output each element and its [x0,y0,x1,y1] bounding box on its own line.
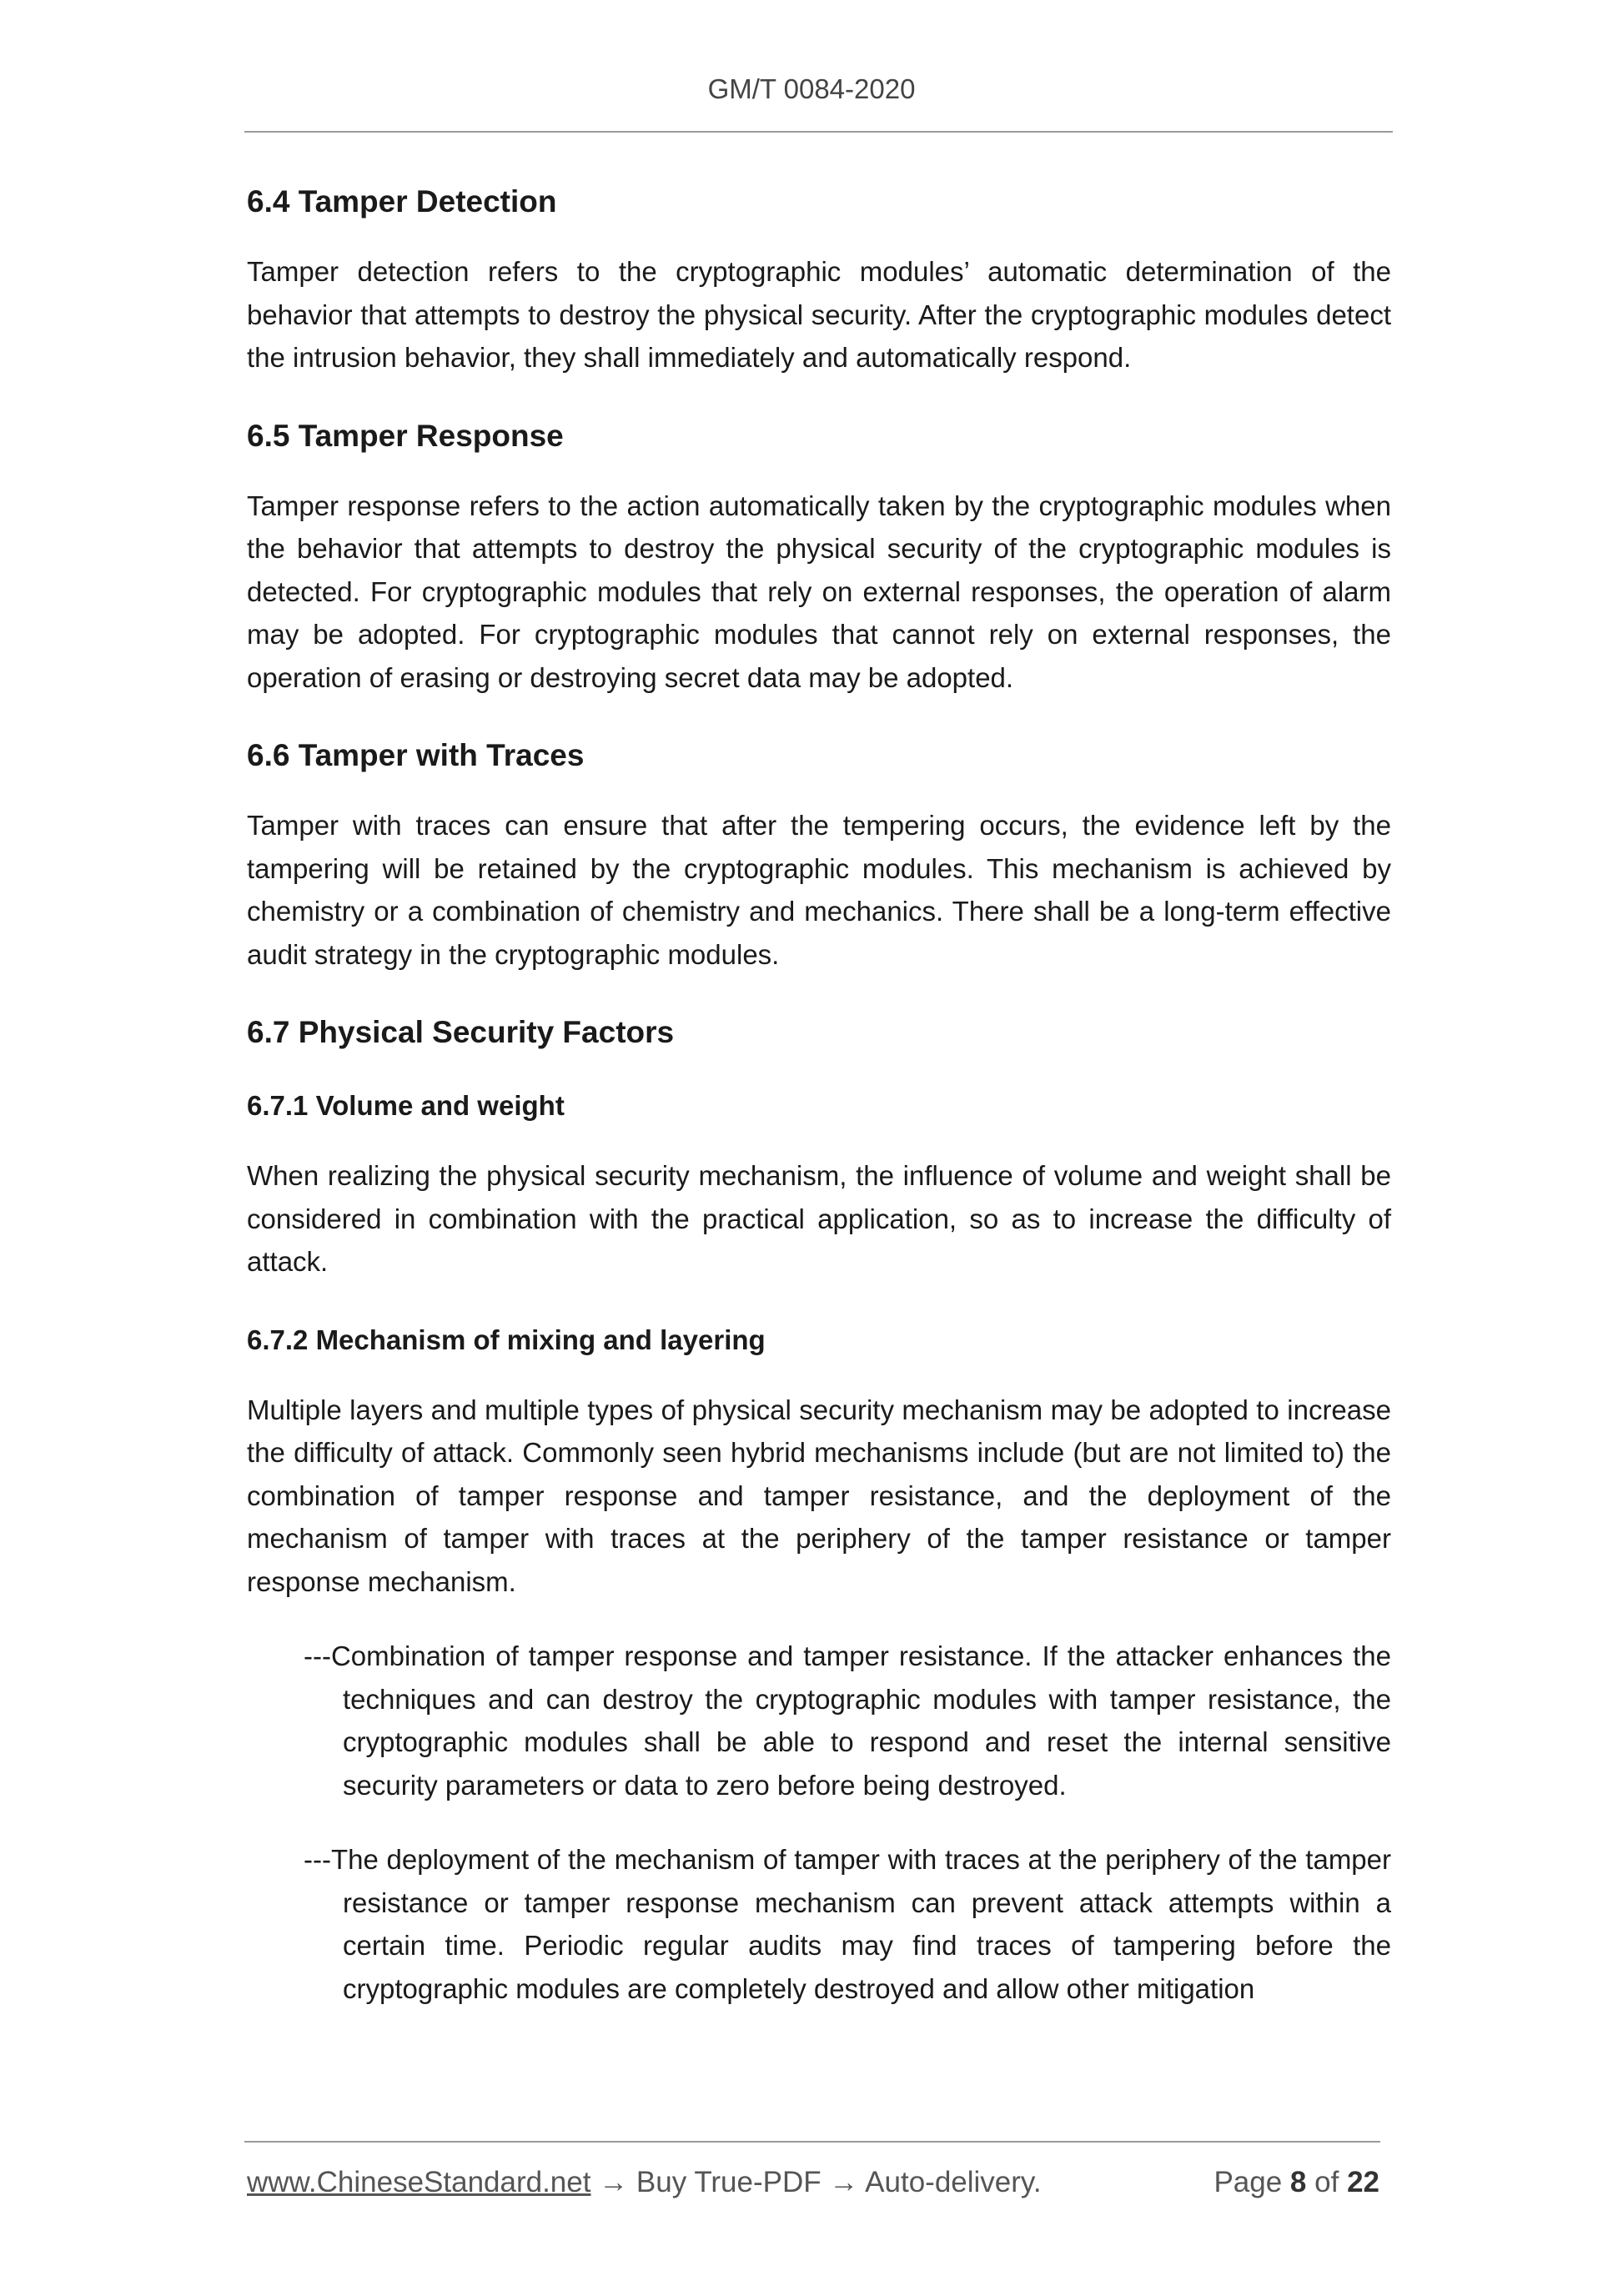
section-6-7-heading: 6.7 Physical Security Factors [247,1015,675,1049]
section-6-4-heading: 6.4 Tamper Detection [247,184,557,219]
page-content [247,177,1391,2010]
of-label: of [1314,2166,1339,2198]
list-item: ---The deployment of the mechanism of tamper with traces at the periphery of the tamper resistance or tamper response mechanism can prevent attack attempts within a certain time. Periodic regular audits may find traces of tampering before the cryptographic modules are completely destroyed and allow other mitigation [304,1844,1391,2004]
website-link[interactable]: www.ChineseStandard.net [247,2166,591,2198]
section-6-5-heading: 6.5 Tamper Response [247,418,564,453]
page-header [0,0,1623,133]
total-pages: 22 [1347,2166,1379,2198]
page-footer [0,2123,1623,2223]
section-6-7-1-heading: 6.7.1 Volume and weight [247,1090,565,1121]
current-page: 8 [1289,2166,1307,2198]
section-6-7-1-paragraph: When realizing the physical security mechanism, the influence of volume and weight shall be considered in combination with the practical application, so as to increase the difficulty of attack. [247,1160,1391,1277]
header-divider [244,131,1393,133]
list-item: ---Combination of tamper response and tamper resistance. If the attacker enhances the techniques and can destroy the cryptographic modules with tamper resistance, the cryptographic modules shall be able to respond and reset the internal sensitive security parameters or data to zero before being destroyed. [304,1640,1391,1801]
section-6-5-paragraph: Tamper response refers to the action automatically taken by the cryptographic modules when the behavior that attempts to destroy the physical security of the cryptographic modules is detected. For cryptographic modules that rely on external responses, the operation of alarm may be adopted. For cryptographic modules that cannot rely on external responses, the operation of erasing or destroying secret data may be adopted. [247,490,1391,693]
page-label: Page [1213,2166,1283,2198]
section-6-6-paragraph: Tamper with traces can ensure that after the tempering occurs, the evidence left by the tampering will be retained by the cryptographic modules. This mechanism is achieved by chemistry or a combination of chemistry and mechanics. There shall be a long-term effective audit strategy in the cryptographic modules. [247,810,1391,970]
section-6-4-paragraph: Tamper detection refers to the cryptographic modules’ automatic determination of the behavior that attempts to destroy the physical security. After the cryptographic modules detect the intrusion behavior, they shall immediately and automatically respond. [247,256,1391,373]
document-code: GM/T 0084-2020 [707,73,916,104]
page-number [1213,2166,1379,2199]
section-6-7-2-heading: 6.7.2 Mechanism of mixing and layering [247,1324,766,1355]
footer-promo [247,2166,1042,2199]
promo-text: → Buy True-PDF → Auto-delivery. [590,2166,1042,2198]
section-6-7-2-paragraph: Multiple layers and multiple types of physical security mechanism may be adopted to increase the difficulty of attack. Commonly seen hybrid mechanisms include (but are not limited to) the combination of tamper response and tamper resistance, and the deployment of the mechanism of tamper with traces at the periphery of the tamper resistance or tamper response mechanism. [247,1394,1391,1597]
footer-divider [244,2141,1380,2143]
section-6-6-heading: 6.6 Tamper with Traces [247,738,585,772]
